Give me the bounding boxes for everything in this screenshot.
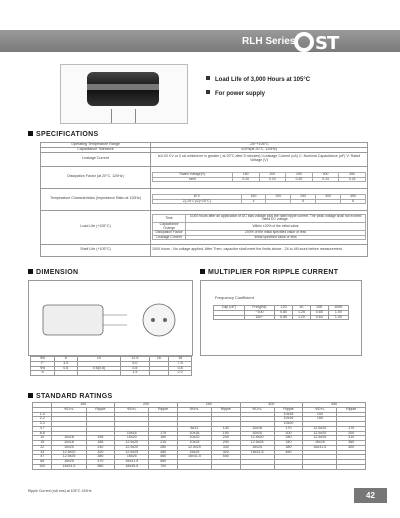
subheader: Ripple — [337, 407, 366, 412]
ripple-table — [213, 305, 349, 320]
shelf-label: Shelf Life (+105°C) — [41, 244, 151, 256]
header-bar — [0, 30, 400, 52]
dim-cell: 0.8 — [121, 366, 149, 371]
ratings-cell: 12.5x25 — [52, 455, 86, 460]
dim-cell: 2.0 — [169, 371, 192, 376]
dim-cell: 0.6 — [54, 366, 77, 371]
ratings-cell: 190 — [212, 431, 241, 436]
ratings-cell: 100 — [303, 412, 337, 417]
series-title: RLH Series — [242, 36, 296, 47]
ratings-cell: 170 — [149, 431, 178, 436]
lead-wire — [135, 109, 136, 123]
dim-cell: 18 — [169, 357, 192, 362]
df-table — [152, 172, 366, 182]
temp-cell — [266, 199, 291, 204]
temp-cell: 160 — [241, 194, 266, 199]
ratings-cell — [212, 464, 241, 469]
ratings-cell: 580 — [149, 460, 178, 465]
shelf-text: 1000 hours - No voltage applied. After Then, capacitor shall meet the limits above - 24 to 48 hours before measurement. — [151, 244, 368, 256]
temp-cell: 250 — [291, 194, 316, 199]
ratings-cell: 160 — [149, 436, 178, 441]
ratings-cell: 10x16 — [177, 431, 211, 436]
ratings-table — [32, 402, 366, 470]
spec-value: ±20%(at 20°C, 120Hz) — [151, 147, 368, 152]
temp-cell: 6 — [291, 199, 316, 204]
ratings-cell: 170 — [274, 426, 303, 431]
ratings-cell: 8x12 — [177, 426, 211, 431]
df-cell: 250 — [286, 172, 313, 177]
ratings-cell: 150 — [303, 417, 337, 422]
dim-cell: 1.5 — [121, 371, 149, 376]
ratings-cell: 12.5x25 — [240, 441, 274, 446]
ratings-cell: 16x25 — [52, 460, 86, 465]
feature-power-supply: For power supply — [206, 90, 265, 97]
ratings-cell: 170 — [337, 426, 366, 431]
ratings-cell: 700 — [149, 464, 178, 469]
dim-cell: Φd — [31, 366, 55, 371]
loadlife-cell: Capacitance Change — [153, 222, 186, 230]
df-cell: Rated Voltage(V) — [153, 172, 233, 177]
ratings-cell: 290 — [212, 441, 241, 446]
ratings-cell: 240 — [212, 436, 241, 441]
ratings-cell: 68 — [33, 460, 52, 465]
ripple-cell: Freq(Hz) — [244, 306, 275, 311]
spec-label: Capacitance Tolerance — [41, 147, 151, 152]
section-standard-ratings: STANDARD RATINGS — [28, 393, 112, 400]
voltage-header: 400 — [240, 403, 303, 408]
ratings-cell: 155 — [86, 436, 115, 441]
ratings-cell: 10x16 — [274, 412, 303, 417]
ratings-cell: 420 — [212, 450, 241, 455]
ratings-cell: 10x25 — [177, 441, 211, 446]
dim-cell — [149, 371, 169, 376]
ratings-cell: 18x35.5 — [115, 464, 149, 469]
voltage-header: 160 — [52, 403, 115, 408]
ratings-cell: 12.5x20 — [115, 445, 149, 450]
ratings-cell: 470 — [86, 460, 115, 465]
temp-label: Temperature Characteristics (Impedance Ratio at 120Hz) — [41, 188, 151, 210]
df-cell: 0.20 — [232, 177, 259, 182]
dim-cell: F — [31, 361, 55, 366]
ratings-cell: 10x16 — [115, 431, 149, 436]
ratings-cell — [177, 464, 211, 469]
ratings-cell: 340 — [274, 441, 303, 446]
spec-table — [40, 142, 368, 257]
subheader: Ripple — [86, 407, 115, 412]
dimension-drawing — [28, 280, 193, 356]
dim-cell: ΦD — [31, 357, 55, 362]
ratings-cell: 12.5x20 — [303, 426, 337, 431]
temp-cell: 4 — [241, 199, 266, 204]
ratings-cell: 16x25 — [115, 455, 149, 460]
ripple-cell: 150~ — [244, 315, 275, 320]
dim-cell: 5.0 — [121, 361, 149, 366]
product-photo — [60, 64, 188, 124]
temp-cell: Z(-25°C)/Z(+20°C) — [153, 199, 242, 204]
voltage-header: 200 — [115, 403, 178, 408]
dim-cell: 12.5 — [121, 357, 149, 362]
ratings-cell: 185 — [86, 441, 115, 446]
ripple-cell: Cap (uF) — [214, 306, 245, 311]
spec-label: Leakage Current — [41, 152, 151, 166]
df-label: Dissipation Factor (at 20°C, 120Hz) — [41, 166, 151, 188]
ratings-cell: 16x31.5 — [115, 460, 149, 465]
ratings-cell: 540 — [212, 455, 241, 460]
capacitor-image — [87, 72, 159, 106]
ratings-cell: 16x25 — [303, 441, 337, 446]
ratings-cell: 380 — [86, 455, 115, 460]
ratings-cell: 240 — [86, 445, 115, 450]
ratings-cell: 10x20 — [240, 431, 274, 436]
ripple-cell: 1K — [293, 306, 311, 311]
ratings-cell: 4.7 — [33, 426, 52, 431]
ratings-cell: 360 — [337, 441, 366, 446]
ratings-cell: 6.8 — [33, 431, 52, 436]
temp-cell: 400 — [316, 194, 341, 199]
table-row — [33, 464, 366, 469]
dim-cell — [54, 371, 77, 376]
dim-cell: 0.8 — [169, 366, 192, 371]
ratings-cell: 400 — [337, 445, 366, 450]
ratings-cell: 10x20 — [177, 436, 211, 441]
subheader: ΦD×L — [240, 407, 274, 412]
ripple-cell: 1.00 — [328, 315, 348, 320]
ratings-cell: 12.5x25 — [303, 436, 337, 441]
loadlife-label: Load Life (+105°C) — [41, 210, 151, 244]
section-dimension: DIMENSION — [28, 269, 78, 276]
capacitor-outline — [43, 305, 103, 335]
dim-cell: α — [31, 371, 55, 376]
df-cell: tanδ — [153, 177, 233, 182]
lead-hole — [151, 318, 155, 322]
loadlife-cell: 200% of the initial specified value or less — [186, 231, 366, 236]
subheader: Ripple — [274, 407, 303, 412]
temp-table — [152, 194, 366, 204]
ratings-cell: 320 — [86, 450, 115, 455]
dim-cell: 10 — [77, 357, 121, 362]
subheader: ΦD×L — [177, 407, 211, 412]
df-cell: 0.20 — [286, 177, 313, 182]
ratings-cell: 10x20 — [52, 445, 86, 450]
ratings-cell: 12.5x20 — [303, 431, 337, 436]
spec-value: I≤0.03 CV or 3 uA whichever is greater ( at 20°C after 5 minutes) I:Leakage Current (uA) C: Nominal Capacitance (uF) V: Rated Voltage (V) — [151, 152, 368, 166]
voltage-header: 250 — [177, 403, 240, 408]
ratings-cell: 33 — [33, 450, 52, 455]
ripple-cell: 0.80 — [275, 310, 293, 315]
ratings-cell: 140 — [212, 426, 241, 431]
dim-cell: 8 — [54, 357, 77, 362]
ratings-cell: 215 — [149, 441, 178, 446]
ratings-cell: 15 — [33, 441, 52, 446]
ratings-cell: 12.5x20 — [52, 450, 86, 455]
ripple-box — [200, 280, 362, 356]
ratings-cell — [337, 464, 366, 469]
subheader: ΦD×L — [115, 407, 149, 412]
ratings-cell — [274, 464, 303, 469]
ratings-cell: 16x31.5 — [52, 464, 86, 469]
ratings-cell — [303, 464, 337, 469]
ripple-caption: Frequency Coefficient — [215, 295, 254, 300]
df-cell: 400 — [312, 172, 339, 177]
ratings-cell: 2.2 — [33, 417, 52, 422]
lead-hole — [163, 318, 167, 322]
ripple-cell: 120 — [275, 306, 293, 311]
ratings-cell: 10x20 — [274, 422, 303, 427]
dim-cell: 3.5 — [54, 361, 77, 366]
ratings-cell: 12.5x25 — [115, 450, 149, 455]
section-specifications: SPECIFICATIONS — [28, 131, 98, 138]
dimension-svg — [29, 281, 192, 355]
ratings-cell: 10x16 — [240, 426, 274, 431]
subheader: ΦD×L — [52, 407, 86, 412]
ratings-cell: 16x25 — [177, 450, 211, 455]
temp-cell — [316, 199, 341, 204]
loadlife-cell: Leakage Current — [153, 235, 186, 240]
ratings-cell: 460 — [274, 450, 303, 455]
ratings-cell — [240, 464, 274, 469]
ratings-cell: 280 — [274, 436, 303, 441]
dimension-table — [30, 356, 192, 376]
lead-wire — [111, 109, 112, 123]
ratings-cell: 12.5x20 — [240, 436, 274, 441]
ratings-cell: 380 — [149, 450, 178, 455]
ratings-cell: 100 — [33, 464, 52, 469]
ratings-cell: 200 — [337, 431, 366, 436]
page-number: 42 — [354, 488, 387, 503]
ripple-cell: 1.00 — [328, 310, 348, 315]
ratings-cell: 22 — [33, 445, 52, 450]
df-cell: 450 — [339, 172, 366, 177]
ratings-cell: 10x16 — [274, 417, 303, 422]
temp-cell: W.V — [153, 194, 242, 199]
ratings-footnote: Ripple Current (mA rms) at 105°C 120Hz — [28, 489, 92, 493]
ripple-cell: 10K — [310, 306, 328, 311]
ratings-cell: 10x20 — [115, 436, 149, 441]
ratings-cell: 460 — [149, 455, 178, 460]
df-cell: 200 — [259, 172, 286, 177]
ratings-cell: 1.0 — [33, 412, 52, 417]
ratings-cell: 47 — [33, 455, 52, 460]
spec-value: -25~+105°C — [151, 143, 368, 148]
loadlife-cell: Time — [153, 214, 186, 222]
brand-logo: ST — [294, 32, 338, 54]
ratings-cell: 280 — [149, 445, 178, 450]
feature-load-life: Load Life of 3,000 Hours at 105°C — [206, 76, 310, 83]
spec-label: Operating Temperature Range — [41, 143, 151, 148]
dim-cell: 7.5 — [169, 361, 192, 366]
dim-cell — [77, 371, 121, 376]
ratings-cell: 10x16 — [52, 441, 86, 446]
loadlife-table — [152, 214, 366, 240]
section-ripple: MULTIPLIER FOR RIPPLE CURRENT — [200, 269, 338, 276]
ratings-cell: 16x31.5 — [303, 445, 337, 450]
ripple-cell: 0.80 — [275, 315, 293, 320]
loadlife-cell: Dissipation Factor — [153, 231, 186, 236]
loadlife-cell: Initial specified value or less — [186, 235, 366, 240]
subheader: ΦD×L — [303, 407, 337, 412]
temp-cell: 8 — [341, 199, 366, 204]
loadlife-cell: 3,000 hours after an application of DC bias voltage plus the rated ripple current. The peak voltage shall not exceed rated DC voltage. — [186, 214, 366, 222]
ratings-cell: 10x16 — [52, 436, 86, 441]
ripple-cell: 1.20 — [293, 315, 311, 320]
end-view — [143, 304, 175, 336]
ripple-cell: 0.65 — [310, 310, 328, 315]
ratings-cell: 340 — [212, 445, 241, 450]
df-cell: 160 — [232, 172, 259, 177]
df-cell: 0.20 — [259, 177, 286, 182]
ratings-cell: 10 — [33, 436, 52, 441]
voltage-header: 450 — [303, 403, 366, 408]
ratings-cell: 310 — [337, 436, 366, 441]
dim-cell: 16 — [149, 357, 169, 362]
ratings-cell: 12.5x20 — [115, 441, 149, 446]
temp-cell: 450 — [341, 194, 366, 199]
ratings-cell: 16x31.5 — [177, 455, 211, 460]
ratings-cell: 200 — [274, 431, 303, 436]
dim-cell: 0.6(0.8) — [77, 366, 121, 371]
df-cell: 0.24 — [312, 177, 339, 182]
subheader: Ripple — [149, 407, 178, 412]
ripple-cell: 1.25 — [293, 310, 311, 315]
ripple-cell: 100K — [328, 306, 348, 311]
df-cell: 0.24 — [339, 177, 366, 182]
ripple-cell: ~100 — [244, 310, 275, 315]
ratings-cell: 380 — [274, 445, 303, 450]
temp-cell: 200 — [266, 194, 291, 199]
loadlife-cell: Within ±20% of the initial value — [186, 222, 366, 230]
ratings-cell: 12.5x20 — [177, 445, 211, 450]
ripple-cell: 0.64 — [310, 315, 328, 320]
ratings-cell: 580 — [86, 464, 115, 469]
ratings-cell: 3.3 — [33, 422, 52, 427]
ratings-cell: 16x31.5 — [240, 450, 274, 455]
subheader: Ripple — [212, 407, 241, 412]
ratings-cell: 16x25 — [240, 445, 274, 450]
